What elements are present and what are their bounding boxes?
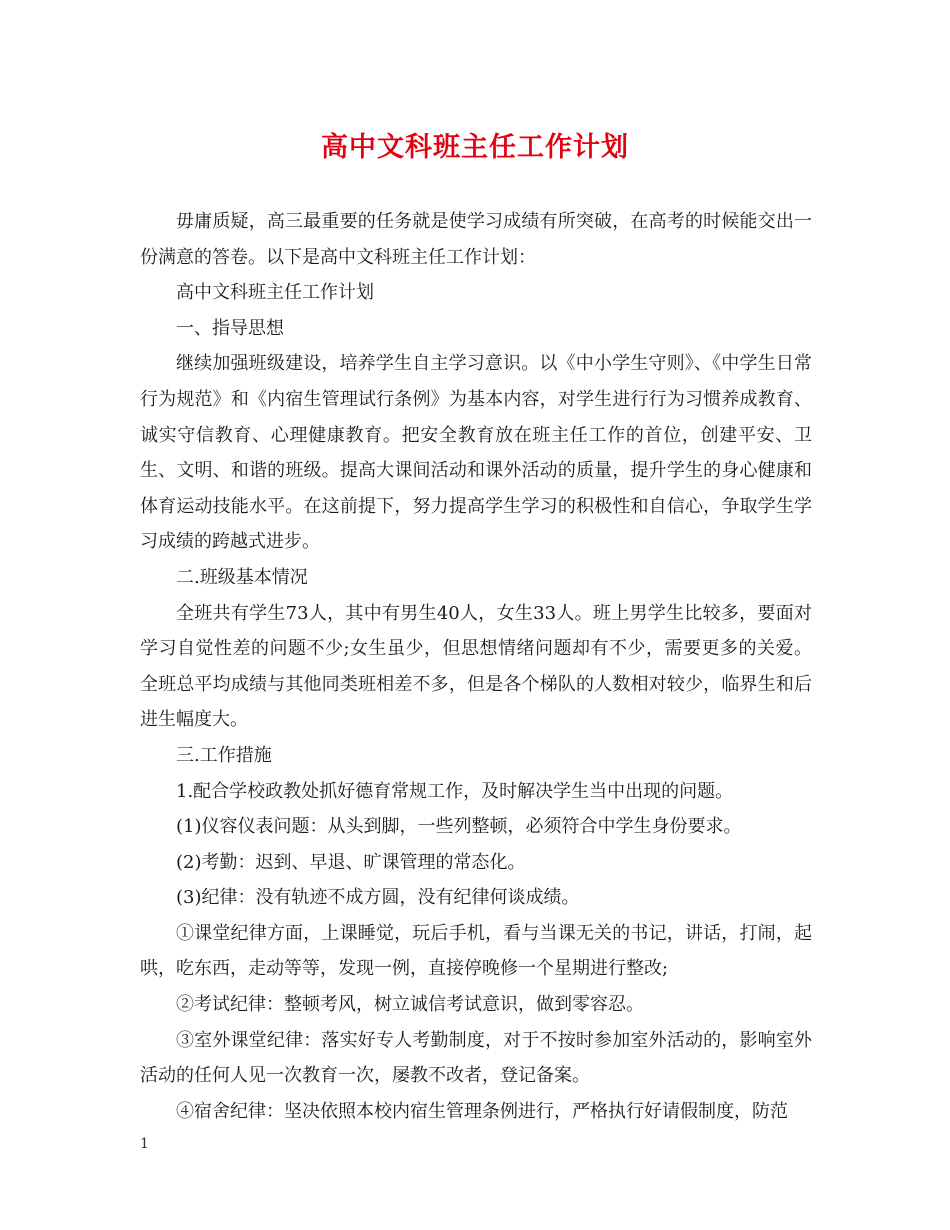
paragraph-measure-1-1: (1)仪容仪表问题：从头到脚，一些列整顿，必须符合中学生身份要求。 bbox=[176, 816, 742, 838]
section-heading-class-situation: 二.班级基本情况 bbox=[176, 566, 308, 588]
paragraph-intro: 毋庸质疑，高三最重要的任务就是使学习成绩有所突破，在高考的时候能交出一份满意的答卷。以下是高中文科班主任工作计划： bbox=[140, 211, 812, 268]
document-title: 高中文科班主任工作计划 bbox=[321, 132, 629, 163]
paragraph-measure-1: 1.配合学校政教处抓好德育常规工作，及时解决学生当中出现的问题。 bbox=[176, 780, 734, 802]
paragraph-discipline-outdoor: ③室外课堂纪律：落实好专人考勤制度，对于不按时参加室外活动的，影响室外活动的任何人见一次教育一次，屡教不改者，登记备案。 bbox=[140, 1029, 812, 1087]
paragraph-subtitle: 高中文科班主任工作计划 bbox=[176, 282, 374, 304]
paragraph-measure-1-2: (2)考勤：迟到、早退、旷课管理的常态化。 bbox=[176, 851, 526, 873]
paragraph-class-situation: 全班共有学生73人，其中有男生40人，女生33人。班上男学生比较多，要面对学习自觉性差的问题不少;女生虽少，但思想情绪问题却有不少，需要更多的关爱。全班总平均成绩与其他同类班相差不多，但是各个梯队的人数相对较少，临界生和后进生幅度大。 bbox=[140, 602, 812, 731]
section-heading-work-measures: 三.工作措施 bbox=[176, 744, 272, 766]
document-body bbox=[140, 204, 812, 1129]
paragraph-discipline-classroom: ①课堂纪律方面，上课睡觉，玩后手机，看与当课无关的书记，讲话，打闹，起哄，吃东西，走动等等，发现一例，直接停晚修一个星期进行整改; bbox=[140, 922, 812, 980]
paragraph-discipline-dormitory: ④宿舍纪律：坚决依照本校内宿生管理条例进行，严格执行好请假制度，防范 bbox=[176, 1100, 788, 1122]
page-number: 1 bbox=[140, 1136, 149, 1152]
paragraph-guiding-thought: 继续加强班级建设，培养学生自主学习意识。以《中小学生守则》、《中学生日常行为规范》和《内宿生管理试行条例》为基本内容，对学生进行行为习惯养成教育、诚实守信教育、心理健康教育。把安全教育放在班主任工作的首位，创建平安、卫生、文明、和谐的班级。提高大课间活动和课外活动的质量，提升学生的身心健康和体育运动技能水平。在这前提下，努力提高学生学习的积极性和自信心，争取学生学习成绩的跨越式进步。 bbox=[140, 353, 812, 553]
paragraph-measure-1-3: (3)纪律：没有轨迹不成方圆，没有纪律何谈成绩。 bbox=[176, 887, 580, 909]
section-heading-guiding-thought: 一、指导思想 bbox=[176, 317, 284, 339]
paragraph-discipline-exam: ②考试纪律：整顿考风，树立诚信考试意识，做到零容忍。 bbox=[176, 994, 644, 1016]
